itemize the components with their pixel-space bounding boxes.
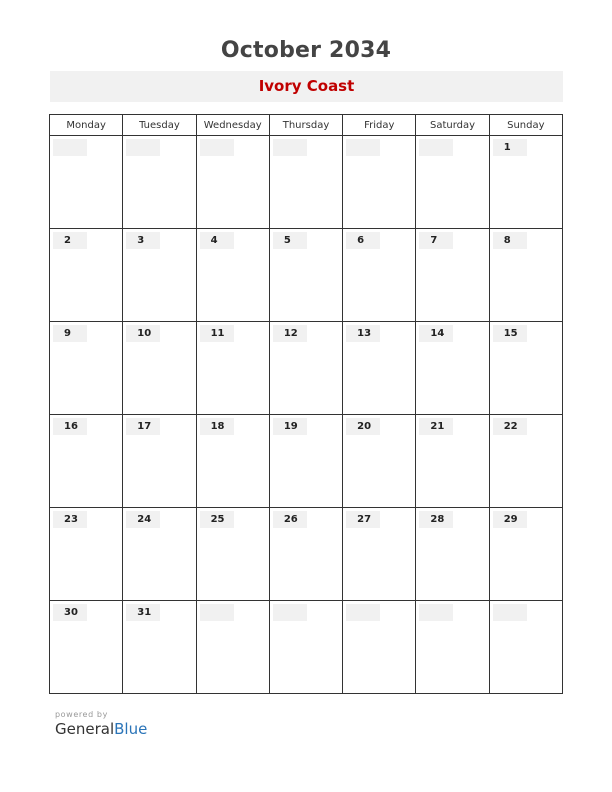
day-number: 8 (493, 232, 527, 249)
day-number (419, 139, 453, 156)
day-number: 11 (200, 325, 234, 342)
day-cell (123, 322, 196, 415)
day-number: 12 (273, 325, 307, 342)
weekday-sunday: Sunday (489, 115, 562, 136)
powered-by-text: powered by (55, 710, 108, 719)
day-cell (123, 415, 196, 508)
day-cell (196, 415, 269, 508)
day-cell (416, 508, 489, 601)
day-cell (50, 601, 123, 694)
day-number: 9 (53, 325, 87, 342)
week-row (50, 322, 563, 415)
day-cell (343, 322, 416, 415)
day-number: 7 (419, 232, 453, 249)
brand-general: General (55, 720, 115, 738)
day-cell (123, 136, 196, 229)
day-cell (489, 415, 562, 508)
calendar-title: October 2034 (220, 38, 392, 63)
day-cell (489, 322, 562, 415)
day-number: 27 (346, 511, 380, 528)
day-cell (269, 136, 342, 229)
day-cell (343, 508, 416, 601)
day-number (53, 139, 87, 156)
day-cell (196, 508, 269, 601)
day-number: 14 (419, 325, 453, 342)
day-cell (343, 229, 416, 322)
day-number: 24 (126, 511, 160, 528)
day-number: 22 (493, 418, 527, 435)
day-number (200, 139, 234, 156)
day-number (346, 139, 380, 156)
day-cell (489, 229, 562, 322)
day-number: 5 (273, 232, 307, 249)
month-grid (49, 114, 563, 694)
day-number: 17 (126, 418, 160, 435)
day-number: 1 (493, 139, 527, 156)
day-number: 25 (200, 511, 234, 528)
weeks-body (50, 136, 563, 694)
day-cell (489, 136, 562, 229)
day-cell (196, 322, 269, 415)
week-row (50, 136, 563, 229)
day-cell (196, 229, 269, 322)
day-number: 13 (346, 325, 380, 342)
day-cell (343, 136, 416, 229)
day-number: 15 (493, 325, 527, 342)
weekday-wednesday: Wednesday (196, 115, 269, 136)
day-cell (343, 601, 416, 694)
weekday-thursday: Thursday (269, 115, 342, 136)
week-row (50, 508, 563, 601)
weekday-header-row (50, 115, 563, 136)
day-cell (123, 229, 196, 322)
day-number: 31 (126, 604, 160, 621)
day-number: 3 (126, 232, 160, 249)
day-cell (489, 508, 562, 601)
day-cell (416, 601, 489, 694)
day-cell (269, 415, 342, 508)
day-number: 21 (419, 418, 453, 435)
day-number: 10 (126, 325, 160, 342)
brand-blue: Blue (114, 720, 148, 738)
day-number (200, 604, 234, 621)
day-cell (416, 229, 489, 322)
day-cell (269, 508, 342, 601)
weekday-tuesday: Tuesday (123, 115, 196, 136)
day-cell (50, 229, 123, 322)
day-number: 6 (346, 232, 380, 249)
day-number (493, 604, 527, 621)
day-number (273, 604, 307, 621)
day-cell (416, 415, 489, 508)
day-cell (50, 508, 123, 601)
day-number (346, 604, 380, 621)
weekday-monday: Monday (50, 115, 123, 136)
footer-branding (55, 710, 147, 738)
day-number: 18 (200, 418, 234, 435)
day-cell (343, 415, 416, 508)
day-number (419, 604, 453, 621)
day-cell (416, 322, 489, 415)
day-number: 23 (53, 511, 87, 528)
weekday-saturday: Saturday (416, 115, 489, 136)
day-cell (123, 508, 196, 601)
brand-logo (55, 720, 147, 738)
day-number: 29 (493, 511, 527, 528)
week-row (50, 415, 563, 508)
day-number: 26 (273, 511, 307, 528)
day-number: 4 (200, 232, 234, 249)
week-row (50, 601, 563, 694)
day-cell (50, 136, 123, 229)
day-number: 30 (53, 604, 87, 621)
day-number: 28 (419, 511, 453, 528)
day-cell (416, 136, 489, 229)
week-row (50, 229, 563, 322)
weekday-friday: Friday (343, 115, 416, 136)
day-cell (269, 229, 342, 322)
country-name: Ivory Coast (258, 77, 355, 95)
day-cell (489, 601, 562, 694)
day-cell (196, 136, 269, 229)
day-number: 19 (273, 418, 307, 435)
day-number (273, 139, 307, 156)
day-number: 20 (346, 418, 380, 435)
day-number: 16 (53, 418, 87, 435)
day-cell (123, 601, 196, 694)
day-cell (269, 601, 342, 694)
day-cell (50, 415, 123, 508)
day-cell (269, 322, 342, 415)
country-banner (50, 71, 563, 102)
day-cell (50, 322, 123, 415)
day-cell (196, 601, 269, 694)
day-number: 2 (53, 232, 87, 249)
day-number (126, 139, 160, 156)
